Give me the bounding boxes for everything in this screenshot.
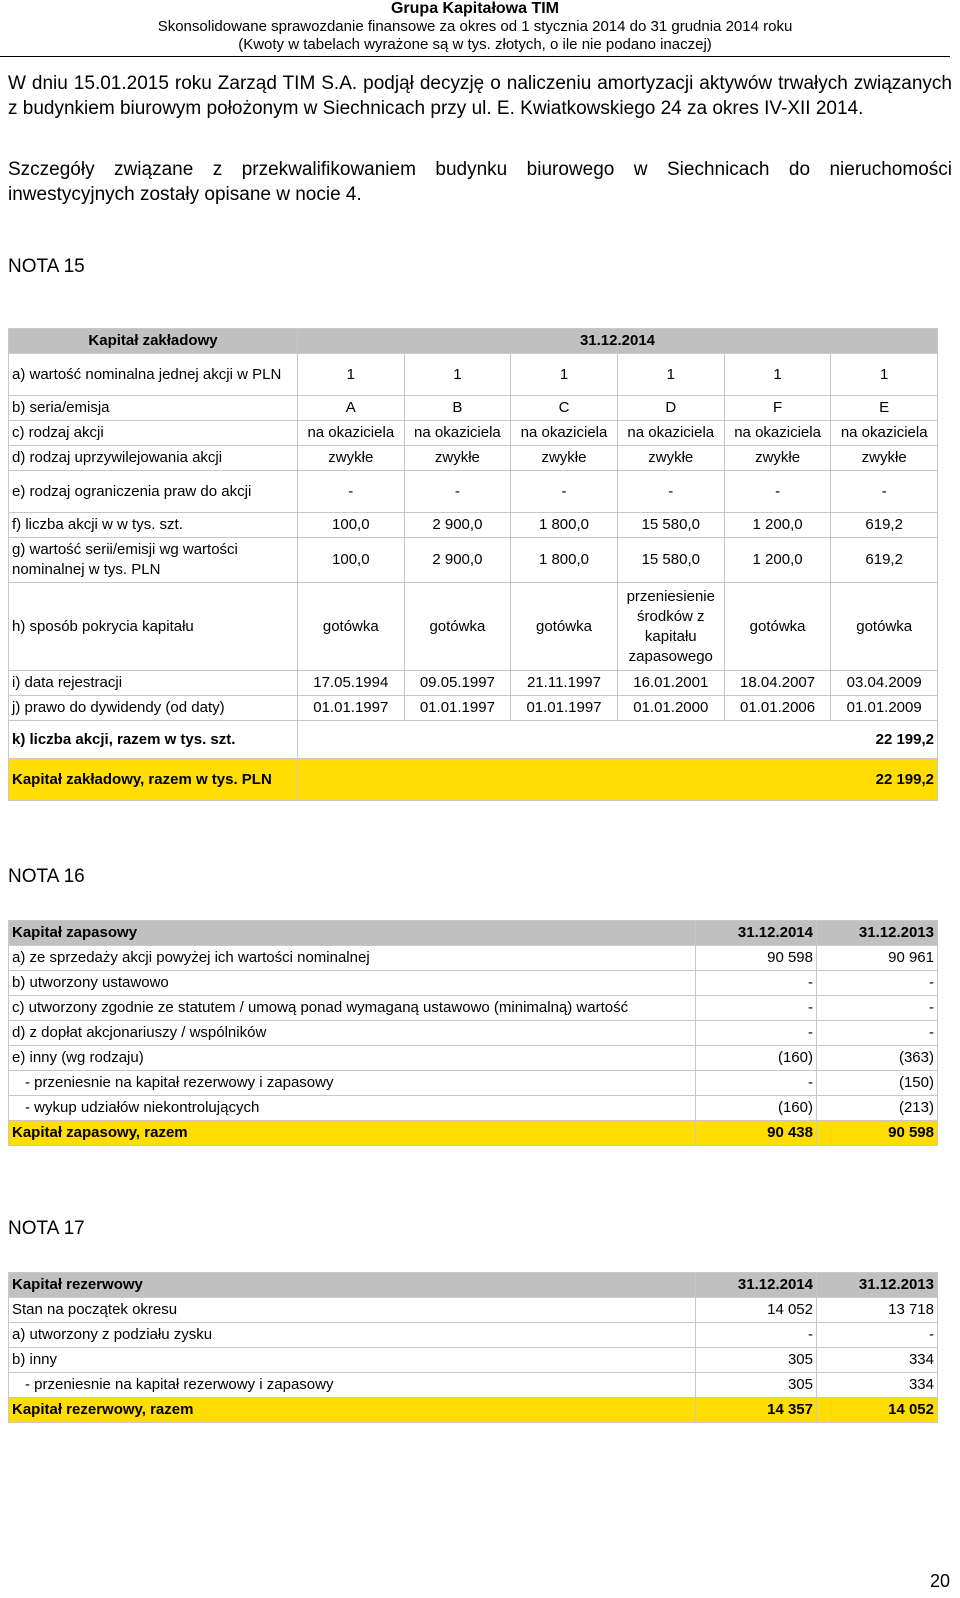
table-row	[9, 1046, 938, 1071]
table-header-row	[9, 1273, 938, 1298]
row-label: d) z dopłat akcjonariuszy / wspólników	[9, 1021, 696, 1046]
company-name: Grupa Kapitałowa TIM	[390, 0, 559, 17]
row-label: b) seria/emisja	[9, 396, 298, 421]
cell: zwykłe	[404, 446, 511, 471]
table-row	[9, 513, 938, 538]
page-number: 20	[929, 1571, 950, 1591]
total-row	[9, 1121, 938, 1146]
row-label: e) rodzaj ograniczenia praw do akcji	[9, 471, 298, 513]
cell: 1 800,0	[511, 538, 618, 583]
cell: 14 052	[696, 1298, 817, 1323]
cell: 15 580,0	[617, 538, 724, 583]
row-label: a) wartość nominalna jednej akcji w PLN	[9, 354, 298, 396]
cell: 334	[817, 1373, 938, 1398]
header-date-2014: 31.12.2014	[696, 1273, 817, 1298]
cell: -	[817, 996, 938, 1021]
row-label: - wykup udziałów niekontrolujących	[9, 1096, 696, 1121]
table-row	[9, 1021, 938, 1046]
row-label: j) prawo do dywidendy (od daty)	[9, 696, 298, 721]
table-row	[9, 538, 938, 583]
cell: na okaziciela	[617, 421, 724, 446]
table-row	[9, 583, 938, 671]
cell: 01.01.1997	[404, 696, 511, 721]
cell: 305	[696, 1373, 817, 1398]
cell: (160)	[696, 1046, 817, 1071]
row-label: c) utworzony zgodnie ze statutem / umową ponad wymaganą ustawowo (minimalną) wartość	[9, 996, 696, 1021]
cell: -	[511, 471, 618, 513]
cell: 100,0	[298, 513, 405, 538]
share-capital-table	[8, 328, 938, 801]
table-row	[9, 671, 938, 696]
table-header-row	[9, 921, 938, 946]
cell: zwykłe	[298, 446, 405, 471]
cell: -	[696, 971, 817, 996]
paragraph-reclassification: Szczegóły związane z przekwalifikowaniem budynku biurowego w Siechnicach do nieruchomości inwestycyjnych zostały opisane w nocie 4.	[8, 159, 952, 205]
cell: 2 900,0	[404, 538, 511, 583]
total-capital-value: 22 199,2	[298, 759, 938, 801]
table-row	[9, 946, 938, 971]
cell: -	[817, 1323, 938, 1348]
cell: 1 800,0	[511, 513, 618, 538]
total-value-2014: 14 357	[696, 1398, 817, 1423]
row-label: Stan na początek okresu	[9, 1298, 696, 1323]
cell: 334	[817, 1348, 938, 1373]
header-date-2014: 31.12.2014	[696, 921, 817, 946]
cell: gotówka	[298, 583, 405, 671]
table-header-row	[9, 329, 938, 354]
total-value-2013: 14 052	[817, 1398, 938, 1423]
total-value-2014: 90 438	[696, 1121, 817, 1146]
cell: -	[724, 471, 831, 513]
cell: na okaziciela	[298, 421, 405, 446]
cell: 21.11.1997	[511, 671, 618, 696]
cell: (213)	[817, 1096, 938, 1121]
table-row	[9, 971, 938, 996]
cell: 1	[724, 354, 831, 396]
nota-16-title: NOTA 16	[8, 866, 85, 887]
cell: zwykłe	[617, 446, 724, 471]
header-label: Kapitał zapasowy	[9, 921, 696, 946]
total-shares-value: 22 199,2	[298, 721, 938, 759]
cell: 619,2	[831, 538, 938, 583]
total-row	[9, 1398, 938, 1423]
cell: 1	[404, 354, 511, 396]
cell: na okaziciela	[404, 421, 511, 446]
cell: 1	[617, 354, 724, 396]
table-row	[9, 471, 938, 513]
total-shares-label: k) liczba akcji, razem w tys. szt.	[9, 721, 298, 759]
cell: 17.05.1994	[298, 671, 405, 696]
header-date-2013: 31.12.2013	[817, 1273, 938, 1298]
table-row	[9, 696, 938, 721]
row-label: d) rodzaj uprzywilejowania akcji	[9, 446, 298, 471]
cell: zwykłe	[724, 446, 831, 471]
cell: B	[404, 396, 511, 421]
table-row	[9, 446, 938, 471]
cell: 619,2	[831, 513, 938, 538]
cell: -	[404, 471, 511, 513]
row-label: b) inny	[9, 1348, 696, 1373]
cell: (150)	[817, 1071, 938, 1096]
cell: zwykłe	[831, 446, 938, 471]
cell: C	[511, 396, 618, 421]
cell: -	[696, 996, 817, 1021]
cell: 2 900,0	[404, 513, 511, 538]
cell: 100,0	[298, 538, 405, 583]
cell: A	[298, 396, 405, 421]
nota-17-title: NOTA 17	[8, 1218, 85, 1239]
row-label: - przeniesnie na kapitał rezerwowy i zapasowy	[9, 1071, 696, 1096]
cell: gotówka	[724, 583, 831, 671]
cell: 305	[696, 1348, 817, 1373]
total-value-2013: 90 598	[817, 1121, 938, 1146]
table-row	[9, 1373, 938, 1398]
cell: -	[817, 971, 938, 996]
cell: -	[696, 1323, 817, 1348]
nota-15-title: NOTA 15	[8, 256, 85, 277]
row-label: i) data rejestracji	[9, 671, 298, 696]
cell: -	[617, 471, 724, 513]
row-label: e) inny (wg rodzaju)	[9, 1046, 696, 1071]
table-row	[9, 1298, 938, 1323]
cell: 1 200,0	[724, 538, 831, 583]
cell: gotówka	[404, 583, 511, 671]
cell: przeniesienie środków z kapitału zapasowego	[617, 583, 724, 671]
cell: 01.01.1997	[511, 696, 618, 721]
cell: na okaziciela	[724, 421, 831, 446]
page-header	[0, 0, 950, 57]
cell: 90 961	[817, 946, 938, 971]
header-date-2013: 31.12.2013	[817, 921, 938, 946]
reserve-capital-table	[8, 1272, 938, 1423]
cell: 90 598	[696, 946, 817, 971]
table-row	[9, 1348, 938, 1373]
cell: 01.01.1997	[298, 696, 405, 721]
cell: 09.05.1997	[404, 671, 511, 696]
cell: 13 718	[817, 1298, 938, 1323]
row-label: f) liczba akcji w w tys. szt.	[9, 513, 298, 538]
cell: 1	[831, 354, 938, 396]
row-label: h) sposób pokrycia kapitału	[9, 583, 298, 671]
paragraph-depreciation: W dniu 15.01.2015 roku Zarząd TIM S.A. podjął decyzję o naliczeniu amortyzacji aktywów trwałych związanych z budynkiem biurowym położonym w Siechnicach przy ul. E. Kwiatkowskiego 24 za okres IV-XII 2014.	[8, 73, 952, 119]
cell: F	[724, 396, 831, 421]
table-row	[9, 354, 938, 396]
supplementary-capital-table	[8, 920, 938, 1146]
cell: 01.01.2009	[831, 696, 938, 721]
currency-note: (Kwoty w tabelach wyrażone są w tys. złotych, o ile nie podano inaczej)	[238, 36, 712, 53]
cell: zwykłe	[511, 446, 618, 471]
table-row	[9, 396, 938, 421]
row-label: c) rodzaj akcji	[9, 421, 298, 446]
cell: -	[298, 471, 405, 513]
total-capital-row	[9, 759, 938, 801]
cell: -	[696, 1071, 817, 1096]
cell: 01.01.2000	[617, 696, 724, 721]
cell: gotówka	[511, 583, 618, 671]
cell: (363)	[817, 1046, 938, 1071]
cell: 18.04.2007	[724, 671, 831, 696]
cell: 15 580,0	[617, 513, 724, 538]
table-row	[9, 1323, 938, 1348]
cell: 01.01.2006	[724, 696, 831, 721]
cell: 1 200,0	[724, 513, 831, 538]
cell: 03.04.2009	[831, 671, 938, 696]
row-label: g) wartość serii/emisji wg wartości nominalnej w tys. PLN	[9, 538, 298, 583]
cell: 1	[298, 354, 405, 396]
cell: (160)	[696, 1096, 817, 1121]
total-label: Kapitał zapasowy, razem	[9, 1121, 696, 1146]
cell: 1	[511, 354, 618, 396]
total-shares-row	[9, 721, 938, 759]
cell: gotówka	[831, 583, 938, 671]
row-label: a) utworzony z podziału zysku	[9, 1323, 696, 1348]
header-label: Kapitał zakładowy	[9, 329, 298, 354]
cell: na okaziciela	[831, 421, 938, 446]
cell: -	[831, 471, 938, 513]
total-label: Kapitał rezerwowy, razem	[9, 1398, 696, 1423]
table-row	[9, 421, 938, 446]
row-label: - przeniesnie na kapitał rezerwowy i zapasowy	[9, 1373, 696, 1398]
cell: 16.01.2001	[617, 671, 724, 696]
header-date: 31.12.2014	[298, 329, 938, 354]
cell: -	[696, 1021, 817, 1046]
cell: na okaziciela	[511, 421, 618, 446]
table-row	[9, 1096, 938, 1121]
total-capital-label: Kapitał zakładowy, razem w tys. PLN	[9, 759, 298, 801]
report-subtitle: Skonsolidowane sprawozdanie finansowe za okres od 1 stycznia 2014 do 31 grudnia 2014 roku	[157, 18, 793, 35]
cell: D	[617, 396, 724, 421]
row-label: a) ze sprzedaży akcji powyżej ich wartości nominalnej	[9, 946, 696, 971]
table-row	[9, 996, 938, 1021]
header-label: Kapitał rezerwowy	[9, 1273, 696, 1298]
cell: E	[831, 396, 938, 421]
cell: -	[817, 1021, 938, 1046]
row-label: b) utworzony ustawowo	[9, 971, 696, 996]
table-row	[9, 1071, 938, 1096]
